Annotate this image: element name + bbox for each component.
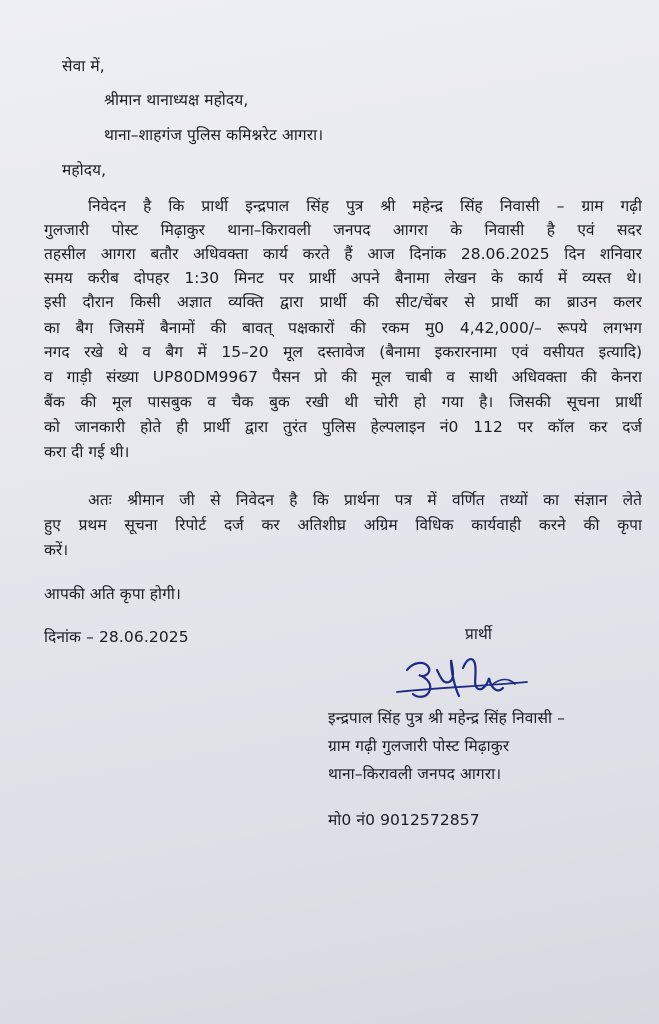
paragraph2-line: अतः श्रीमान जी से निवेदन है कि प्रार्थना पत्र में वर्णित तथ्यों का संज्ञान लेते <box>88 491 642 509</box>
salutation-to: सेवा में, <box>62 57 105 75</box>
paragraph1-line: समय करीब दोपहर 1:30 मिनट पर प्रार्थी अपने बैनामा लेखन के कार्य में व्यस्त थे। <box>44 269 642 287</box>
paragraph1-line: तहसील आगरा बतौर अधिवक्ता कार्य करते हैं आज दिनांक 28.06.2025 दिन शनिवार <box>44 245 642 263</box>
sender-line: ग्राम गढ़ी गुलजारी पोस्ट मिढ़ाकुर <box>328 737 510 755</box>
paragraph1-line: निवेदन है कि प्रार्थी इन्द्रपाल सिंह पुत्र श्री महेन्द्र सिंह निवासी – ग्राम गढ़ी <box>88 197 642 215</box>
paragraph1-line: का बैग जिसमें बैनामों की बावत् पक्षकारों की रकम मु0 4,42,000/– रूपये लगभग <box>44 319 642 337</box>
signature-image <box>393 648 533 704</box>
paragraph1-line: गुलजारी पोस्ट मिढ़ाकुर थाना–किरावली जनपद आगरा के निवासी है एवं सदर <box>44 221 642 239</box>
mobile-number: मो0 नं0 9012572857 <box>328 811 480 829</box>
paragraph2-line: हुए प्रथम सूचना रिपोर्ट दर्ज कर अतिशीघ्र अग्रिम विधिक कार्यवाही करने की कृपा <box>44 516 642 534</box>
paragraph2-line: करें। <box>44 541 69 559</box>
applicant-label: प्रार्थी <box>465 625 492 643</box>
date-line: दिनांक – 28.06.2025 <box>44 628 189 646</box>
paragraph1-line: बैंक की मूल पासबुक व चैक बुक रखी थी चोरी हो गया है। जिसकी सूचना प्रार्थी <box>44 393 642 411</box>
paragraph1-line: इसी दौरान किसी अज्ञात व्यक्ति द्वारा प्रार्थी की सीट/चेंबर से प्रार्थी का ब्राउन कलर <box>44 293 642 311</box>
closing-line: आपकी अति कृपा होगी। <box>44 585 181 603</box>
sender-line: इन्द्रपाल सिंह पुत्र श्री महेन्द्र सिंह निवासी – <box>328 709 565 727</box>
recipient-title: श्रीमान थानाध्यक्ष महोदय, <box>104 91 249 109</box>
paragraph1-line: नगद रखे थे व बैग में 15–20 मूल दस्तावेज (बैनामा इकरारनामा एवं वसीयत इत्यादि) <box>44 343 642 361</box>
greeting: महोदय, <box>62 161 107 179</box>
sender-line: थाना–किरावली जनपद आगरा। <box>328 765 502 783</box>
recipient-station: थाना–शाहगंज पुलिस कमिश्नरेट आगरा। <box>104 126 324 144</box>
paragraph1-line: को जानकारी होते ही प्रार्थी द्वारा तुरंत पुलिस हेल्पलाइन नं0 112 पर कॉल कर दर्ज <box>44 418 642 436</box>
paragraph1-line: व गाड़ी संख्या UP80DM9967 पैसन प्रो की मूल चाबी व साथी अधिवक्ता की केनरा <box>44 368 642 386</box>
paragraph1-line: करा दी गई थी। <box>44 443 130 461</box>
